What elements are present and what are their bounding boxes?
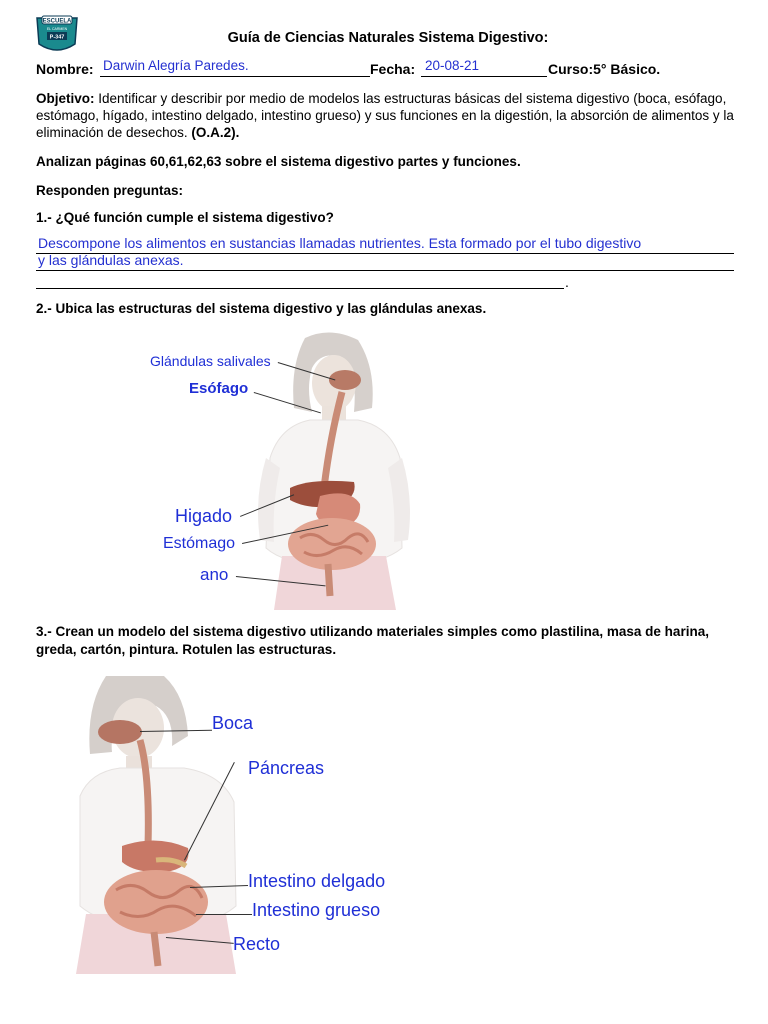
objective-label: Objetivo: <box>36 91 95 106</box>
name-label: Nombre: <box>36 61 94 77</box>
label-esofago: Esófago <box>189 380 249 397</box>
question-2: 2.- Ubica las estructuras del sistema digestivo y las glándulas anexas. <box>36 301 487 316</box>
label-recto: Recto <box>233 934 281 954</box>
question-1: 1.- ¿Qué función cumple el sistema digestivo? <box>36 210 334 225</box>
page-title: Guía de Ciencias Naturales Sistema Digestivo: <box>227 30 549 46</box>
digestive-system-illustration <box>250 328 410 610</box>
name-underline <box>100 76 370 77</box>
label-estomago: Estómago <box>163 535 236 552</box>
respond-instruction: Responden preguntas: <box>36 183 184 198</box>
digestive-system-figure-1 <box>250 328 410 610</box>
logo-text-top: ESCUELA <box>42 18 72 25</box>
logo-text-small: EL CARMEN <box>46 27 68 31</box>
objective-code: (O.A.2). <box>191 125 240 140</box>
label-intestino-delgado: Intestino delgado <box>248 871 386 891</box>
label-glandulas-salivales: Glándulas salivales <box>150 353 271 369</box>
answer-1-line-1[interactable]: Descompone los alimentos en sustancias llamadas nutrientes. Esta formado por el tubo digestivo <box>38 235 642 251</box>
answer-end-mark: . <box>565 274 569 290</box>
label-boca: Boca <box>212 713 254 733</box>
objective-text: Identificar y describir por medio de modelos las estructuras básicas del sistema digestivo (boca, esófago, estómago, hígado, intestino delgado, intestino grueso) y sus funciones en la digestión, la absorción de alimentos y la eliminación de desechos. <box>36 91 734 140</box>
course-label: Curso:5° Básico. <box>548 61 661 77</box>
answer-1-line-2[interactable]: y las glándulas anexas. <box>38 252 184 268</box>
date-value[interactable]: 20-08-21 <box>425 58 480 73</box>
analyze-instruction: Analizan páginas 60,61,62,63 sobre el sistema digestivo partes y funciones. <box>36 154 521 169</box>
answer-line-rule-3 <box>36 288 564 289</box>
label-higado: Higado <box>175 506 233 526</box>
label-ano: ano <box>200 565 229 584</box>
question-3: 3.- Crean un modelo del sistema digestivo utilizando materiales simples como plastilina, masa de harina, greda, cartón, pintura. Rotulen las estructuras. <box>36 624 709 657</box>
logo-text-mid: P-347 <box>49 34 65 41</box>
leader-intestino-grueso <box>196 914 252 915</box>
date-underline <box>421 76 547 77</box>
label-intestino-grueso: Intestino grueso <box>252 900 381 920</box>
date-label: Fecha: <box>370 61 416 77</box>
answer-line-rule-2 <box>36 270 734 271</box>
objective-paragraph <box>36 90 736 141</box>
name-value[interactable]: Darwin Alegría Paredes. <box>103 58 249 73</box>
label-pancreas: Páncreas <box>248 758 325 778</box>
